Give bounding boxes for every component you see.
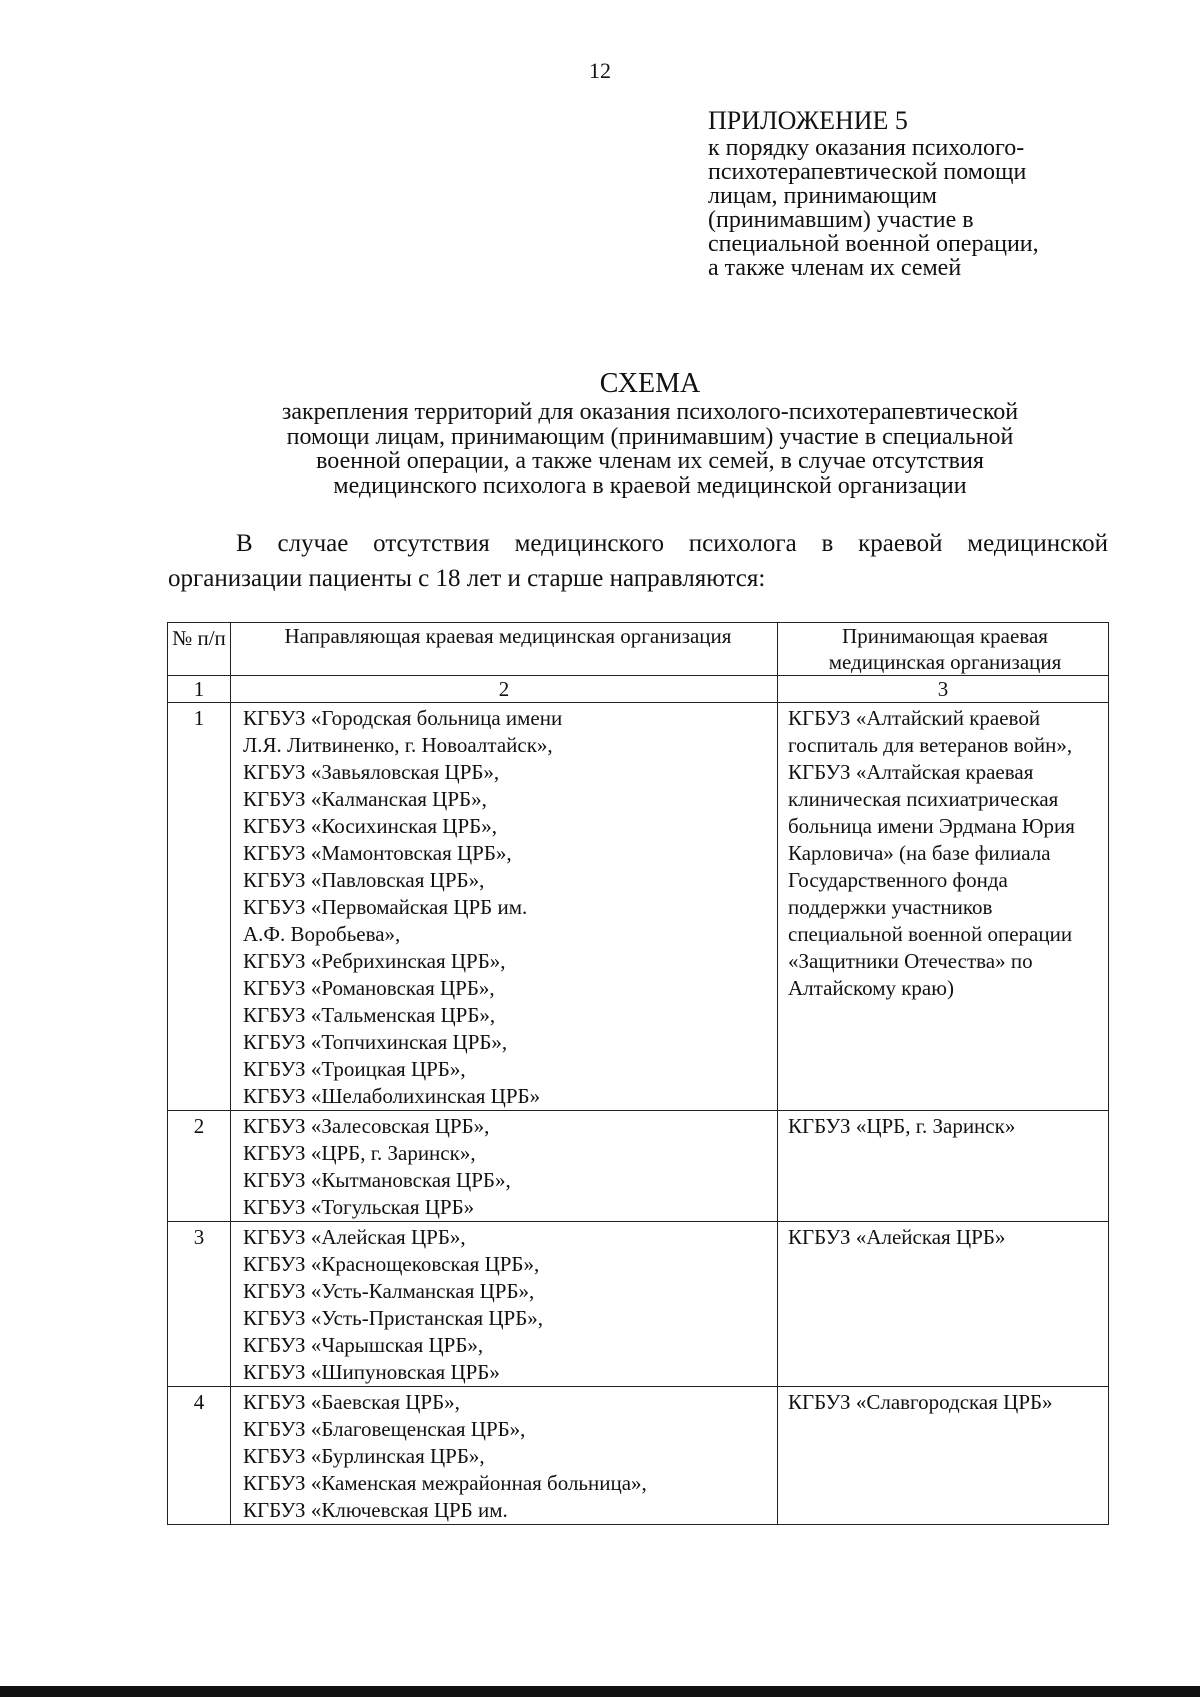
receiver-cell: КГБУЗ «Алтайский краевой госпиталь для ветеранов войн», КГБУЗ «Алтайская краевая клиническая психиатрическая больница имени Эрдмана Юрия Карловича» (на базе филиала Государственного фонда поддержки участников специальной военной операции «Защитники Отечества» по Алтайскому краю)	[778, 703, 1109, 1111]
appendix-header	[708, 106, 1128, 280]
sender-item: КГБУЗ «Чарышская ЦРБ»,	[243, 1333, 484, 1357]
sender-item: КГБУЗ «Ребрихинская ЦРБ»,	[243, 949, 506, 973]
sender-item: КГБУЗ «Шелаболихинская ЦРБ»	[243, 1084, 541, 1108]
scheme-subtitle-line: закрепления территорий для оказания психолого-психотерапевтической	[281, 399, 1019, 425]
sender-item: КГБУЗ «Топчихинская ЦРБ»,	[243, 1030, 508, 1054]
sender-item: КГБУЗ «Павловская ЦРБ»,	[243, 868, 485, 892]
sender-item: КГБУЗ «Тальменская ЦРБ»,	[243, 1003, 496, 1027]
sender-item: КГБУЗ «Благовещенская ЦРБ»,	[243, 1417, 526, 1441]
sender-item: КГБУЗ «Краснощековская ЦРБ»,	[243, 1252, 540, 1276]
sender-item: КГБУЗ «Усть-Пристанская ЦРБ»,	[243, 1306, 544, 1330]
sender-item: КГБУЗ «Тогульская ЦРБ»	[243, 1195, 475, 1219]
sender-item: КГБУЗ «Романовская ЦРБ»,	[243, 976, 495, 1000]
sender-item: КГБУЗ «Троицкая ЦРБ»,	[243, 1057, 466, 1081]
sender-item: КГБУЗ «Калманская ЦРБ»,	[243, 787, 487, 811]
sender-item: КГБУЗ «Городская больница имени	[243, 706, 563, 730]
row-number: 2	[168, 1111, 231, 1222]
receiver-cell: КГБУЗ «Алейская ЦРБ»	[778, 1222, 1109, 1387]
sender-item: КГБУЗ «Залесовская ЦРБ»,	[243, 1114, 490, 1138]
sender-item: КГБУЗ «Кытмановская ЦРБ»,	[243, 1168, 511, 1192]
sender-item: КГБУЗ «Мамонтовская ЦРБ»,	[243, 841, 512, 865]
sender-item: КГБУЗ «Алейская ЦРБ»,	[243, 1225, 466, 1249]
sender-item: КГБУЗ «Косихинская ЦРБ»,	[243, 814, 497, 838]
sender-list	[231, 1111, 778, 1222]
sender-item: КГБУЗ «Ключевская ЦРБ им.	[243, 1498, 508, 1522]
page-number: 12	[589, 58, 611, 83]
receiver-cell: КГБУЗ «Славгородская ЦРБ»	[778, 1387, 1109, 1525]
sender-item: КГБУЗ «Шипуновская ЦРБ»	[243, 1360, 500, 1384]
scheme-title: СХЕМА	[599, 368, 701, 399]
appendix-line: психотерапевтической помощи	[708, 159, 1027, 185]
row-number: 3	[168, 1222, 231, 1387]
sender-list	[231, 703, 778, 1111]
appendix-line: к порядку оказания психолого-	[708, 135, 1025, 161]
appendix-line: лицам, принимающим	[708, 183, 937, 209]
sender-item: КГБУЗ «ЦРБ, г. Заринск»,	[243, 1141, 476, 1165]
scan-edge-bar	[0, 1686, 1200, 1697]
sender-list	[231, 1222, 778, 1387]
sender-item: КГБУЗ «Первомайская ЦРБ им.	[243, 895, 528, 919]
column-number: 1	[168, 676, 231, 703]
sender-item: КГБУЗ «Усть-Калманская ЦРБ»,	[243, 1279, 535, 1303]
appendix-line: а также членам их семей	[708, 255, 962, 281]
intro-paragraph: В случае отсутствия медицинского психолога в краевой медицинской организации пациенты с 18 лет и старше направляются:	[168, 530, 1108, 592]
column-number: 2	[231, 676, 778, 703]
sender-item: А.Ф. Воробьева»,	[243, 922, 401, 946]
sender-item: КГБУЗ «Баевская ЦРБ»,	[243, 1390, 460, 1414]
header-num: № п/п	[168, 623, 231, 676]
row-number: 1	[168, 703, 231, 1111]
scheme-subtitle-line: военной операции, а также членам их семей, в случае отсутствия	[316, 448, 984, 474]
header-sender: Направляющая краевая медицинская организация	[231, 623, 778, 676]
receiver-cell: КГБУЗ «ЦРБ, г. Заринск»	[778, 1111, 1109, 1222]
sender-list	[231, 1387, 778, 1525]
sender-item: КГБУЗ «Бурлинская ЦРБ»,	[243, 1444, 485, 1468]
appendix-title: ПРИЛОЖЕНИЕ 5	[708, 106, 908, 135]
scheme-heading	[150, 368, 1150, 498]
row-number: 4	[168, 1387, 231, 1525]
header-receiver: Принимающая краевая медицинская организация	[778, 623, 1109, 676]
referral-table	[167, 622, 1109, 1525]
table-row	[168, 1222, 1109, 1387]
sender-item: Л.Я. Литвиненко, г. Новоалтайск»,	[243, 733, 553, 757]
appendix-line: (принимавшим) участие в	[708, 207, 974, 233]
table-row	[168, 1387, 1109, 1525]
sender-item: КГБУЗ «Завьяловская ЦРБ»,	[243, 760, 500, 784]
sender-item: КГБУЗ «Каменская межрайонная больница»,	[243, 1471, 647, 1495]
scheme-subtitle-line: помощи лицам, принимающим (принимавшим) участие в специальной	[286, 423, 1014, 450]
table-row	[168, 703, 1109, 1111]
table-row	[168, 1111, 1109, 1222]
appendix-line: специальной военной операции,	[708, 231, 1039, 257]
scheme-subtitle-line: медицинского психолога в краевой медицинской организации	[333, 472, 967, 499]
column-number: 3	[778, 676, 1109, 703]
